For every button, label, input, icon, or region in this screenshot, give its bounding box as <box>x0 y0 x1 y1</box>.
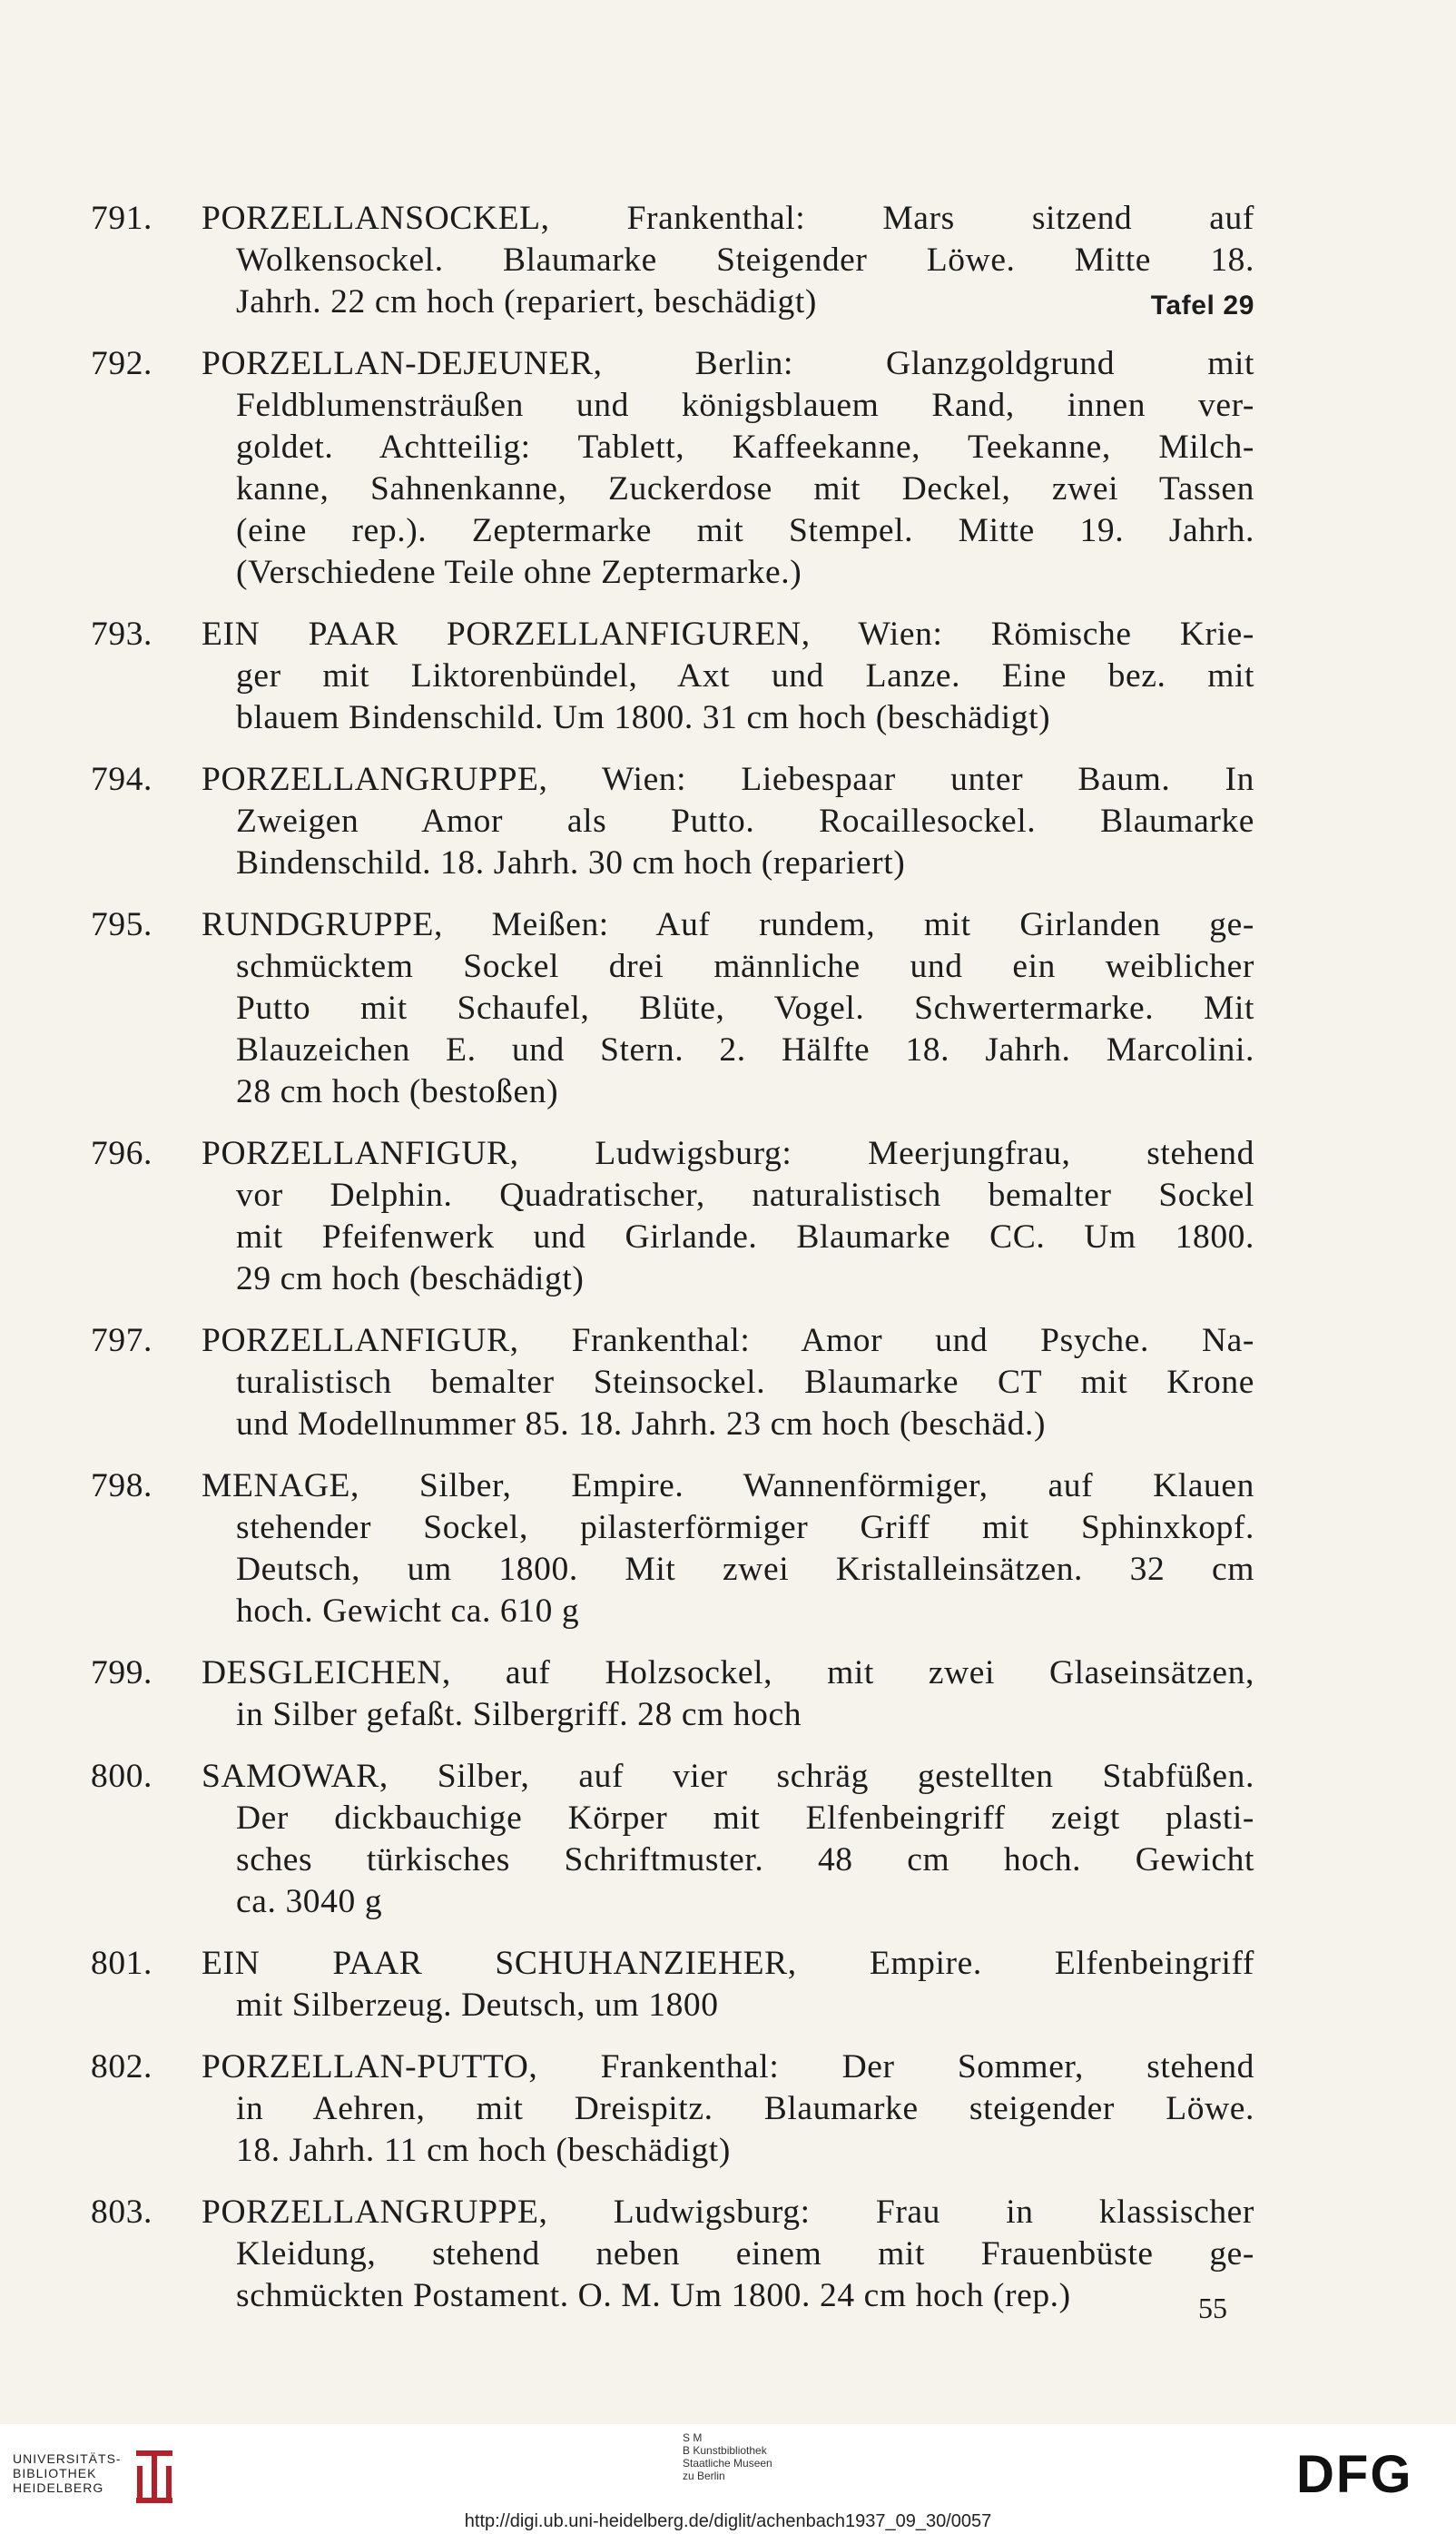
entry-text <box>202 1465 1254 1632</box>
entry-number: 792. <box>91 345 153 382</box>
entry-line: Kleidung, stehend neben einem mit Frauenbüste ge- <box>236 2235 1254 2273</box>
entry-number: 801. <box>91 1945 153 1982</box>
entry-number: 799. <box>91 1654 153 1691</box>
entry-number: 798. <box>91 1467 153 1504</box>
entry-text <box>202 614 1254 739</box>
entry-line: PORZELLAN-DEJEUNER, Berlin: Glanzgoldgrund mit <box>202 345 1254 382</box>
entry-text <box>202 1652 1254 1736</box>
entry-line: Feldblumensträußen und königsblauem Rand, innen ver- <box>236 387 1254 424</box>
entry-text <box>202 904 1254 1113</box>
entry-line: DESGLEICHEN, auf Holzsockel, mit zwei Glaseinsätzen, <box>202 1654 1254 1691</box>
entry-line: blauem Bindenschild. Um 1800. 31 cm hoch (beschädigt) <box>236 699 1051 736</box>
entry-line: PORZELLANFIGUR, Ludwigsburg: Meerjungfrau, stehend <box>202 1135 1254 1172</box>
university-line: UNIVERSITÄTS- <box>13 2451 122 2466</box>
entry-number: 791. <box>91 200 153 237</box>
entry-number: 802. <box>91 2048 153 2085</box>
footer-bar <box>0 2424 1456 2534</box>
entry-line: vor Delphin. Quadratischer, naturalistisch bemalter Sockel <box>236 1177 1254 1214</box>
entry-number: 794. <box>91 761 153 798</box>
entry-number: 796. <box>91 1135 153 1172</box>
entry-line: PORZELLANSOCKEL, Frankenthal: Mars sitzend auf <box>202 200 1254 237</box>
entry-line: goldet. Achtteilig: Tablett, Kaffeekanne, Teekanne, Milch- <box>236 429 1254 466</box>
entry-text <box>202 1756 1254 1923</box>
entry-line: (Verschiedene Teile ohne Zeptermarke.) <box>236 554 802 591</box>
entry-line: schmückten Postament. O. M. Um 1800. 24 cm hoch (rep.) <box>236 2277 1071 2314</box>
entry-text <box>202 198 1254 323</box>
permalink-url[interactable]: http://digi.ub.uni-heidelberg.de/diglit/achenbach1937_09_30/0057 <box>464 2511 992 2531</box>
entry-text <box>202 2046 1254 2172</box>
entry-line: ca. 3040 g <box>236 1883 383 1920</box>
university-library-logo[interactable] <box>13 2451 122 2495</box>
entry-line: Blauzeichen E. und Stern. 2. Hälfte 18. Jahrh. Marcolini. <box>236 1031 1254 1069</box>
entry-text <box>202 759 1254 884</box>
entry-line: SAMOWAR, Silber, auf vier schräg gestellten Stabfüßen. <box>202 1758 1254 1795</box>
entry-line: schmücktem Sockel drei männliche und ein weiblicher <box>236 948 1254 985</box>
entry-number: 793. <box>91 616 153 653</box>
entry-text <box>202 1320 1254 1445</box>
entry-line: PORZELLANGRUPPE, Wien: Liebespaar unter Baum. In <box>202 761 1254 798</box>
entry-line: 29 cm hoch (beschädigt) <box>236 1260 585 1297</box>
entry-line: und Modellnummer 85. 18. Jahrh. 23 cm hoch (beschäd.) <box>236 1405 1047 1443</box>
entry-line: stehender Sockel, pilasterförmiger Griff mit Sphinxkopf. <box>236 1509 1254 1546</box>
entry-number: 795. <box>91 906 153 943</box>
entry-line: Wolkensockel. Blaumarke Steigender Löwe. Mitte 18. <box>236 242 1254 279</box>
museum-logo[interactable] <box>683 2431 772 2482</box>
entry-text <box>202 1133 1254 1300</box>
entry-line: EIN PAAR PORZELLANFIGUREN, Wien: Römische Krie- <box>202 616 1254 653</box>
university-line: HEIDELBERG <box>13 2480 104 2495</box>
entry-line: PORZELLAN-PUTTO, Frankenthal: Der Sommer, stehend <box>202 2048 1254 2085</box>
entry-line: mit Pfeifenwerk und Girlande. Blaumarke CC. Um 1800. <box>236 1218 1254 1256</box>
museum-line: S M <box>683 2431 703 2444</box>
plate-reference: Tafel 29 <box>1150 291 1254 320</box>
entry-line: in Aehren, mit Dreispitz. Blaumarke steigender Löwe. <box>236 2090 1254 2127</box>
entry-text <box>202 343 1254 594</box>
entry-line: Der dickbauchige Körper mit Elfenbeingriff zeigt plasti- <box>236 1799 1254 1837</box>
entry-text <box>202 1943 1254 2026</box>
entry-line: PORZELLANFIGUR, Frankenthal: Amor und Psyche. Na- <box>202 1322 1254 1359</box>
entry-line: mit Silberzeug. Deutsch, um 1800 <box>236 1987 719 2024</box>
entry-line: sches türkisches Schriftmuster. 48 cm hoch. Gewicht <box>236 1841 1254 1878</box>
university-line: BIBLIOTHEK <box>13 2466 97 2480</box>
dfg-logo[interactable]: DFG <box>1296 2445 1413 2504</box>
entry-line: 28 cm hoch (bestoßen) <box>236 1073 559 1110</box>
entry-line: (eine rep.). Zeptermarke mit Stempel. Mitte 19. Jahrh. <box>236 512 1254 549</box>
entry-number: 803. <box>91 2194 153 2231</box>
page-number: 55 <box>1198 2292 1227 2324</box>
entry-line: PORZELLANGRUPPE, Ludwigsburg: Frau in klassischer <box>202 2194 1254 2231</box>
entry-text <box>202 2192 1254 2317</box>
entry-line: 18. Jahrh. 11 cm hoch (beschädigt) <box>236 2132 731 2169</box>
entry-line: Bindenschild. 18. Jahrh. 30 cm hoch (repariert) <box>236 844 906 882</box>
entry-line: Deutsch, um 1800. Mit zwei Kristalleinsätzen. 32 cm <box>236 1551 1254 1588</box>
entry-line: RUNDGRUPPE, Meißen: Auf rundem, mit Girlanden ge- <box>202 906 1254 943</box>
entry-line: Jahrh. 22 cm hoch (repariert, beschädigt) <box>236 283 817 320</box>
entry-line: MENAGE, Silber, Empire. Wannenförmiger, auf Klauen <box>202 1467 1254 1504</box>
entry-number: 800. <box>91 1758 153 1795</box>
museum-line: B Kunstbibliothek <box>683 2444 767 2457</box>
entry-line: Putto mit Schaufel, Blüte, Vogel. Schwertermarke. Mit <box>236 990 1254 1027</box>
museum-line: Staatliche Museen <box>683 2457 772 2470</box>
entry-line: EIN PAAR SCHUHANZIEHER, Empire. Elfenbeingriff <box>202 1945 1254 1982</box>
entry-number: 797. <box>91 1322 153 1359</box>
entry-line: Zweigen Amor als Putto. Rocaillesockel. Blaumarke <box>236 803 1254 840</box>
entry-line: hoch. Gewicht ca. 610 g <box>236 1592 580 1630</box>
entry-line: ger mit Liktorenbündel, Axt und Lanze. Eine bez. mit <box>236 657 1254 695</box>
entry-line: in Silber gefaßt. Silbergriff. 28 cm hoch <box>236 1696 802 1733</box>
entry-line: kanne, Sahnenkanne, Zuckerdose mit Deckel, zwei Tassen <box>236 470 1254 508</box>
museum-line: zu Berlin <box>683 2470 725 2482</box>
entry-line: turalistisch bemalter Steinsockel. Blaumarke CT mit Krone <box>236 1364 1254 1401</box>
university-crest-icon <box>127 2444 182 2508</box>
